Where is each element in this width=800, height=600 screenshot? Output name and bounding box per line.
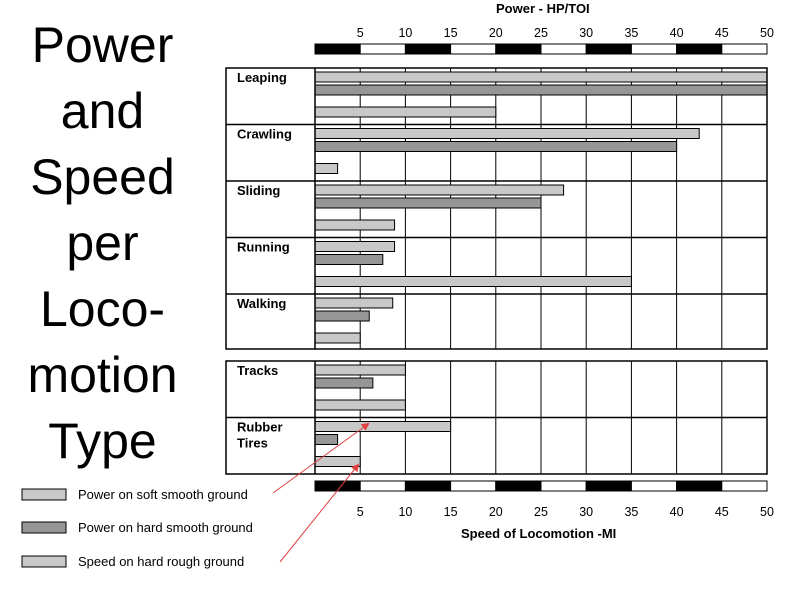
bottom-tick-label: 15	[443, 505, 458, 519]
top-tick-label: 20	[488, 26, 503, 40]
scale-segment	[360, 481, 405, 491]
plot-area	[226, 68, 767, 474]
bar-speed	[315, 333, 360, 343]
bottom-tick-label: 35	[624, 505, 639, 519]
legend-label: Speed on hard rough ground	[78, 554, 245, 569]
top-tick-label: 30	[579, 26, 594, 40]
legend-swatch-speed	[22, 556, 66, 567]
category-label-line: Walking	[237, 296, 287, 311]
category-label	[237, 240, 290, 255]
bottom-tick-label: 20	[488, 505, 503, 519]
category-label-line: Tracks	[237, 363, 279, 378]
scale-segment	[631, 481, 676, 491]
bar-hard	[315, 435, 338, 445]
bar-soft	[315, 422, 451, 432]
title-line: motion	[27, 347, 178, 403]
title-line: per	[66, 215, 139, 271]
top-tick-label: 35	[624, 26, 639, 40]
title-line: Loco-	[39, 281, 166, 337]
bar-speed	[315, 220, 395, 230]
category-label-line: Sliding	[237, 183, 281, 198]
scale-segment	[496, 44, 541, 54]
category-label-line: Rubber	[237, 419, 283, 435]
bar-hard	[315, 198, 541, 208]
scale-segment	[360, 44, 405, 54]
scale-segment	[586, 44, 631, 54]
bar-soft	[315, 365, 405, 375]
scale-segment	[315, 44, 360, 54]
scale-segment	[541, 44, 586, 54]
bottom-tick-label: 30	[579, 505, 594, 519]
scale-segment	[586, 481, 631, 491]
bar-soft	[315, 72, 767, 82]
scale-segment	[405, 44, 450, 54]
bar-hard	[315, 142, 677, 152]
title-line: and	[60, 83, 145, 139]
category-label-line: Leaping	[237, 70, 287, 85]
bar-hard	[315, 85, 767, 95]
bar-speed	[315, 277, 631, 287]
top-tick-label: 5	[356, 26, 364, 40]
bottom-tick-label: 45	[714, 505, 729, 519]
legend-label: Power on soft smooth ground	[78, 487, 248, 502]
top-tick-label: 50	[760, 26, 774, 40]
scale-segment	[631, 44, 676, 54]
bar-soft	[315, 242, 395, 252]
category-label	[237, 296, 286, 311]
legend	[22, 487, 253, 569]
top-tick-label: 10	[398, 26, 413, 40]
top-tick-label: 15	[443, 26, 458, 40]
bar-speed	[315, 164, 338, 174]
top-tick-label: 40	[669, 26, 684, 40]
scale-segment	[541, 481, 586, 491]
legend-swatch-soft	[22, 489, 66, 500]
scale-segment	[722, 44, 767, 54]
category-label-line: Crawling	[237, 126, 292, 142]
title-line: Power	[31, 17, 174, 73]
bottom-tick-label: 25	[534, 505, 548, 519]
legend-label: Power on hard smooth ground	[78, 520, 253, 535]
bottom-axis-title: Speed of Locomotion -MI	[461, 526, 617, 541]
top-tick-label: 25	[534, 26, 548, 40]
bottom-tick-label: 50	[760, 505, 774, 519]
bar-hard	[315, 378, 373, 388]
top-tick-label: 45	[714, 26, 729, 40]
scale-segment	[451, 44, 496, 54]
scale-segment	[677, 481, 722, 491]
category-label	[237, 183, 280, 198]
bar-hard	[315, 311, 369, 321]
legend-swatch-hard	[22, 522, 66, 533]
bar-soft	[315, 185, 564, 195]
bar-speed	[315, 107, 496, 117]
bar-soft	[315, 298, 393, 308]
bar-soft	[315, 129, 699, 139]
bottom-tick-label: 40	[669, 505, 684, 519]
title-line: Type	[48, 413, 157, 469]
bottom-tick-label: 10	[398, 505, 413, 519]
category-label-line: Running	[237, 239, 290, 255]
category-label	[237, 363, 278, 378]
category-label	[237, 420, 283, 451]
scale-segment	[677, 44, 722, 54]
scale-segment	[451, 481, 496, 491]
category-label	[237, 70, 287, 85]
scale-segment	[315, 481, 360, 491]
title-line: Speed	[30, 149, 175, 205]
bottom-tick-label: 5	[356, 505, 364, 519]
category-label-line: Tires	[237, 435, 268, 451]
scale-segment	[405, 481, 450, 491]
top-axis-title: Power - HP/TOI	[496, 1, 590, 16]
category-label	[237, 127, 292, 142]
scale-segment	[496, 481, 541, 491]
bar-speed	[315, 400, 405, 410]
bar-hard	[315, 255, 383, 265]
scale-segment	[722, 481, 767, 491]
